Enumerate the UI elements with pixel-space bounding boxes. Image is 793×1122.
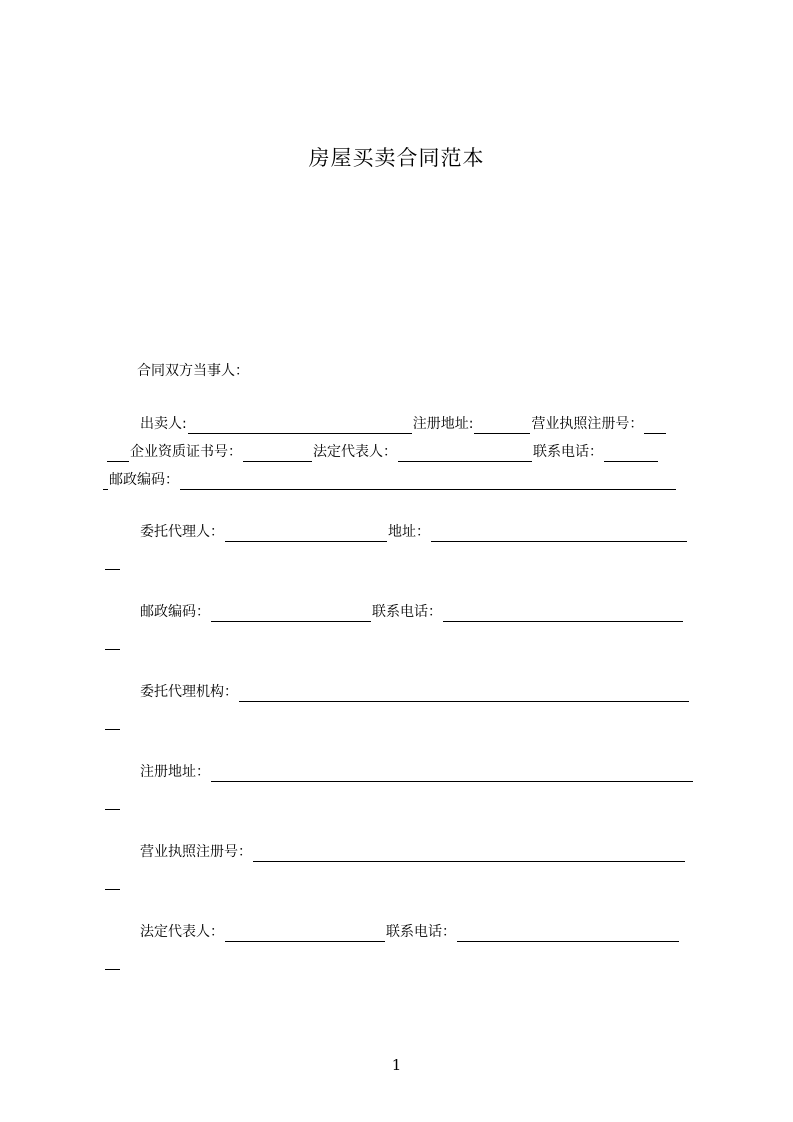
agent-contact-line xyxy=(140,602,684,622)
agency-name-field[interactable] xyxy=(239,688,689,702)
agency-license-field[interactable] xyxy=(253,848,685,862)
agency-license-label: 营业执照注册号： xyxy=(140,844,252,860)
agency-license-field-cont[interactable] xyxy=(105,876,120,890)
agency-license-cont xyxy=(104,870,121,890)
seller-line-2 xyxy=(106,442,659,462)
agency-legal-cont xyxy=(104,950,121,970)
agent-phone-field-cont[interactable] xyxy=(105,636,120,650)
seller-name-field[interactable] xyxy=(188,420,412,434)
agency-address-line xyxy=(140,762,694,782)
seller-phone-field[interactable] xyxy=(604,448,658,462)
seller-line-3 xyxy=(102,470,677,490)
agent-line xyxy=(140,522,688,542)
agent-postcode-label: 邮政编码： xyxy=(140,604,210,620)
seller-phone-label: 联系电话： xyxy=(533,444,603,460)
page-number: 1 xyxy=(391,1056,402,1074)
agency-legal-line xyxy=(140,922,680,942)
parties-heading xyxy=(137,361,249,381)
agent-address-field-cont[interactable] xyxy=(105,556,120,570)
agent-address-field[interactable] xyxy=(431,528,687,542)
seller-phone-field-cont[interactable] xyxy=(103,476,108,490)
agency-phone-label: 联系电话： xyxy=(386,924,456,940)
agency-line xyxy=(140,682,690,702)
agency-address-label: 注册地址： xyxy=(140,764,210,780)
seller-line-1 xyxy=(140,414,667,434)
seller-reg-address-field[interactable] xyxy=(474,420,530,434)
seller-license-label: 营业执照注册号： xyxy=(531,416,644,432)
agency-name-field-cont[interactable] xyxy=(105,716,120,730)
document-title: 房屋买卖合同范本 xyxy=(308,146,485,170)
seller-reg-address-label: 注册地址: xyxy=(412,416,474,432)
seller-qualification-label: 企业资质证书号： xyxy=(130,444,242,460)
agency-legal-rep-field[interactable] xyxy=(225,928,385,942)
agent-postcode-field[interactable] xyxy=(211,608,371,622)
agent-label: 委托代理人： xyxy=(140,524,224,540)
agency-label: 委托代理机构： xyxy=(140,684,238,700)
agent-phone-field[interactable] xyxy=(443,608,683,622)
seller-label: 出卖人: xyxy=(140,416,187,432)
parties-heading-text: 合同双方当事人： xyxy=(137,363,249,379)
agency-address-field-cont[interactable] xyxy=(105,796,120,810)
agent-line-cont xyxy=(104,550,121,570)
seller-license-field-cont[interactable] xyxy=(107,448,129,462)
agent-contact-cont xyxy=(104,630,121,650)
seller-qualification-field[interactable] xyxy=(243,448,312,462)
agency-address-cont xyxy=(104,790,121,810)
seller-legal-rep-field[interactable] xyxy=(398,448,532,462)
seller-postcode-field[interactable] xyxy=(180,476,676,490)
agent-phone-label: 联系电话： xyxy=(372,604,442,620)
agency-address-field[interactable] xyxy=(211,768,693,782)
agency-line-cont xyxy=(104,710,121,730)
seller-legal-rep-label: 法定代表人： xyxy=(313,444,397,460)
agency-phone-field-cont[interactable] xyxy=(105,956,120,970)
agency-legal-rep-label: 法定代表人： xyxy=(140,924,224,940)
seller-license-field[interactable] xyxy=(644,420,666,434)
seller-postcode-label: 邮政编码： xyxy=(109,472,179,488)
agent-address-label: 地址： xyxy=(388,524,430,540)
agency-license-line xyxy=(140,842,686,862)
agent-name-field[interactable] xyxy=(225,528,387,542)
agency-phone-field[interactable] xyxy=(457,928,679,942)
